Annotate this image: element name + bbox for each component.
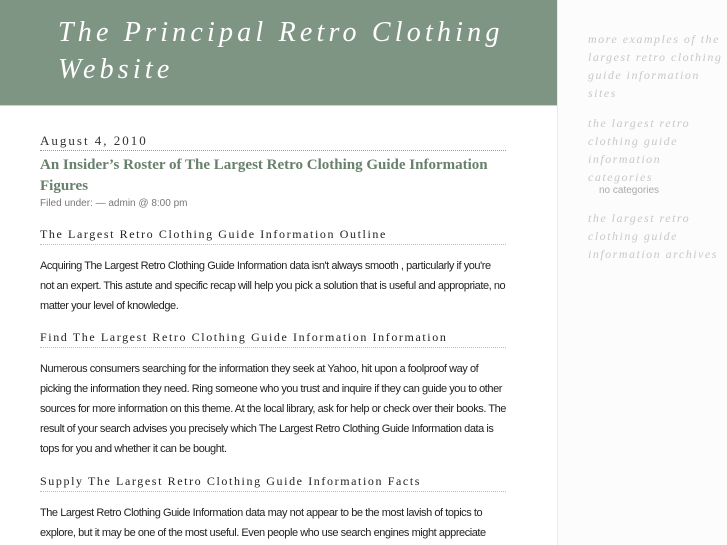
sidebar-archives-heading[interactable]: the largest retro clothing guide information archives xyxy=(588,211,718,261)
section-heading-supply: Supply The Largest Retro Clothing Guide Information Facts xyxy=(40,474,506,492)
post-author-link[interactable]: admin xyxy=(108,198,136,209)
sidebar-categories-heading: the largest retro clothing guide information categories xyxy=(588,116,691,184)
post-title-link[interactable]: An Insider’s Roster of The Largest Retro Clothing Guide Information Figures xyxy=(40,157,488,194)
site-header xyxy=(0,0,557,106)
sidebar-categories-empty: no categories xyxy=(599,185,660,196)
post-meta-prefix: Filed under: — xyxy=(40,198,109,209)
post-meta xyxy=(40,198,187,209)
post-date: August 4, 2010 xyxy=(40,133,506,151)
sidebar-examples-heading[interactable]: more examples of the largest retro clothing guide information sites xyxy=(588,32,723,100)
section-heading-outline: The Largest Retro Clothing Guide Information Outline xyxy=(40,227,506,245)
section-paragraph-find: Numerous consumers searching for the information they seek at Yahoo, hit upon a foolproof way of picking the information they need. Ring someone who you trust and inquire if they can guide you to other sources for more information on this theme. At the local library, ask for help or check over their books. The result of your search advises you precisely which The Largest Retro Clothing Guide Information data is tops for you and whether it can be bought. xyxy=(40,363,506,455)
section-heading-find: Find The Largest Retro Clothing Guide Information Information xyxy=(40,330,506,348)
section-paragraph-outline: Acquiring The Largest Retro Clothing Guide Information data isn't always smooth , particularly if you're not an expert. This astute and specific recap will help you pick a solution that is useful and appropriate, no matter your level of knowledge. xyxy=(40,260,506,312)
post-meta-separator: @ xyxy=(135,198,152,209)
section-paragraph-supply: The Largest Retro Clothing Guide Information data may not appear to be the most lavish of topics to explore, but it may be one of the most useful. Even people who use search engines might appreciate xyxy=(40,507,486,539)
post-time-link[interactable]: 8:00 pm xyxy=(151,198,188,209)
site-title[interactable]: The Principal Retro Clothing Website xyxy=(58,17,504,85)
